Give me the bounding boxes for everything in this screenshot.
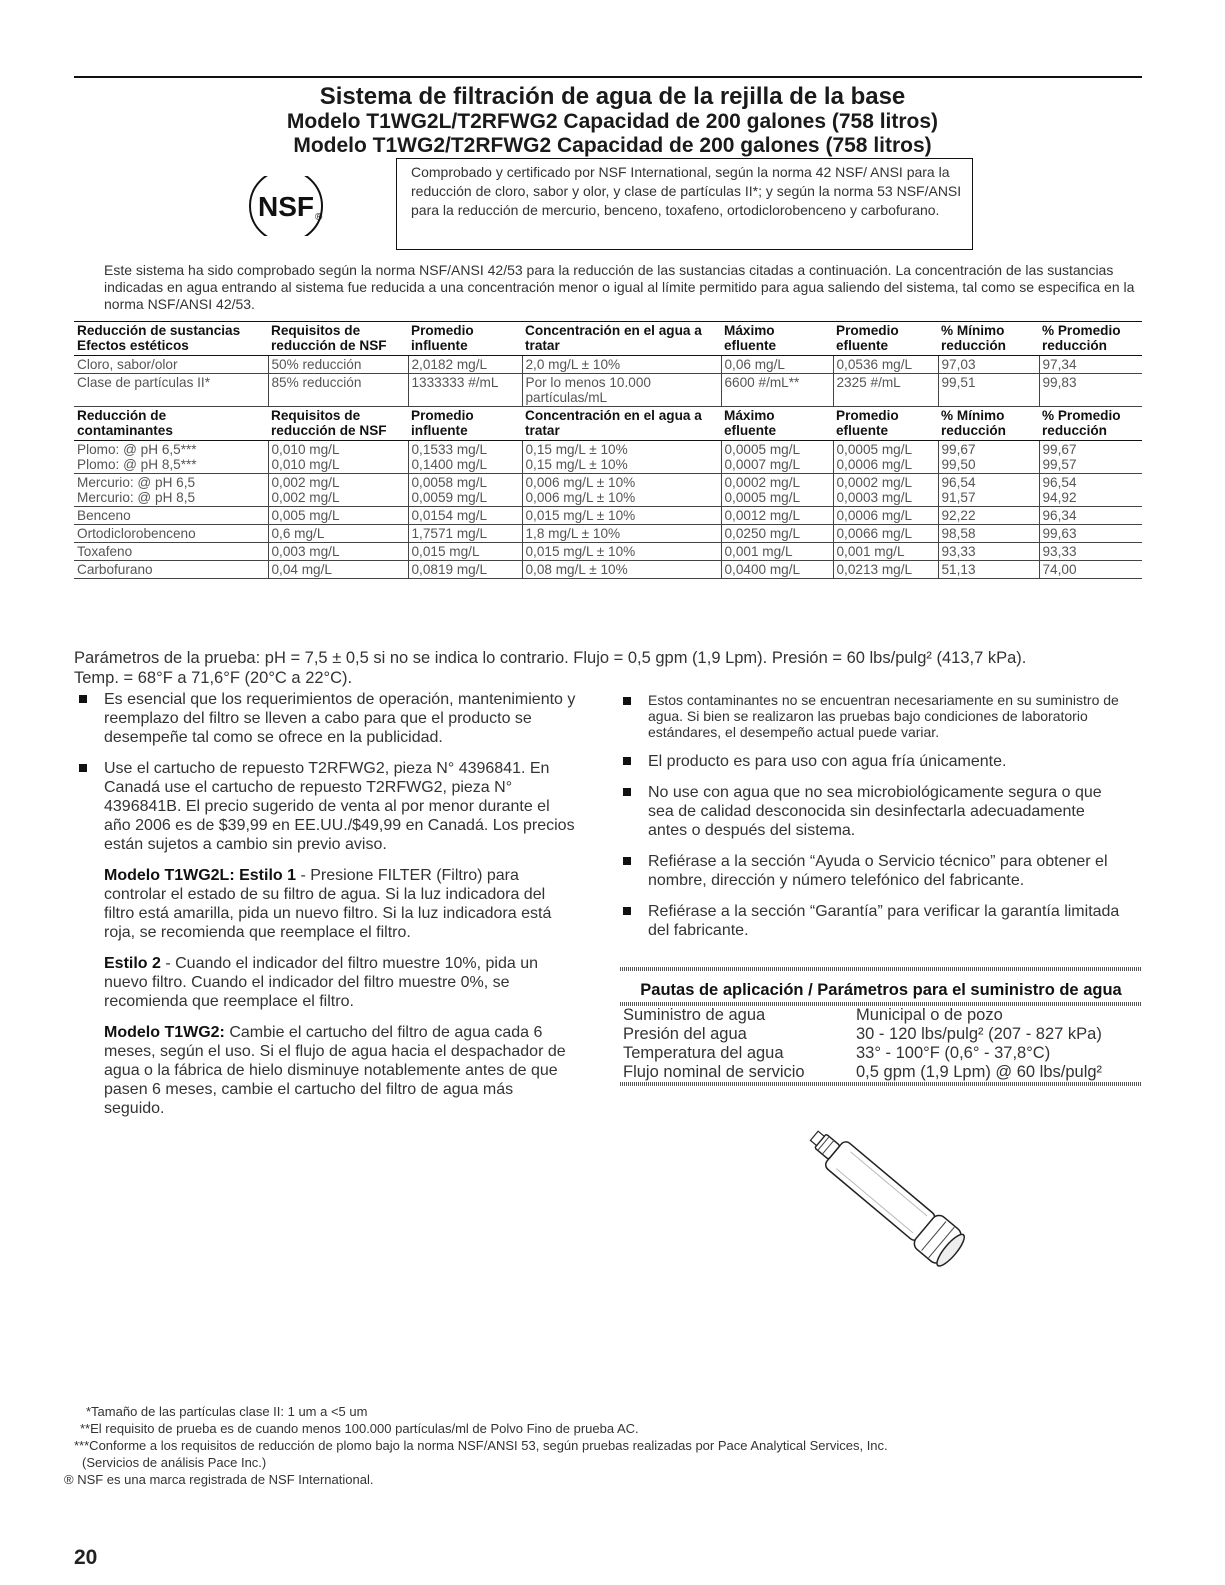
nsf-logo-icon bbox=[232, 176, 340, 236]
table-cell: Plomo: @ pH 6,5*** Plomo: @ pH 8,5*** bbox=[74, 441, 268, 474]
table-header-cell: % Mínimo reducción bbox=[938, 322, 1039, 356]
table-header-cell: % Mínimo reducción bbox=[938, 407, 1039, 441]
bullet-item: Use el cartucho de repuesto T2RFWG2, pieza N° 4396841. En Canadá use el cartucho de repuesto T2RFWG2, pieza N° 4396841B. El precio sugerido de venta al por menor durante el año 2006 es de $39,99 en EE.UU./$49,99 en Canadá. Los precios están sujetos a cambio sin previo aviso. bbox=[76, 759, 576, 854]
table-cell: 1,8 mg/L ± 10% bbox=[522, 525, 721, 543]
table-header-cell: Promedio influente bbox=[408, 322, 522, 356]
table-cell: 96,34 bbox=[1039, 507, 1142, 525]
top-rule bbox=[74, 76, 1142, 78]
hatch-divider bbox=[620, 967, 1142, 971]
footnote-4: ® NSF es una marca registrada de NSF International. bbox=[64, 1472, 374, 1487]
bullet-square-icon bbox=[79, 764, 87, 772]
table-cell: 0,006 mg/L ± 10% 0,006 mg/L ± 10% bbox=[522, 474, 721, 507]
table-header-contaminants bbox=[74, 407, 1142, 441]
table-cell: 99,67 99,50 bbox=[938, 441, 1039, 474]
model-t1wg2-paragraph: Modelo T1WG2: Cambie el cartucho del filtro de agua cada 6 meses, según el uso. Si el flujo de agua hacia el despachador de agua o la fábrica de hielo disminuye notablemente antes de que pasen 6 meses, cambie el cartucho del filtro de agua más seguido. bbox=[104, 1024, 566, 1117]
table-cell: 97,34 bbox=[1039, 356, 1142, 374]
table-header-cell: Promedio efluente bbox=[833, 407, 938, 441]
table-cell: 0,0058 mg/L 0,0059 mg/L bbox=[408, 474, 522, 507]
table-cell: 0,0002 mg/L 0,0003 mg/L bbox=[833, 474, 938, 507]
application-row bbox=[620, 1006, 1142, 1025]
table-header-cell: Reducción de contaminantes bbox=[74, 407, 268, 441]
table-cell: Mercurio: @ pH 6,5 Mercurio: @ pH 8,5 bbox=[74, 474, 268, 507]
table-cell: 0,005 mg/L bbox=[268, 507, 408, 525]
table-header-cell: Concentración en el agua a tratar bbox=[522, 407, 721, 441]
bullet-item: Refiérase a la sección “Garantía” para verificar la garantía limitada del fabricante. bbox=[620, 902, 1125, 940]
table-cell: 0,001 mg/L bbox=[833, 543, 938, 561]
table-cell: 0,0400 mg/L bbox=[721, 561, 833, 579]
table-cell: 0,06 mg/L bbox=[721, 356, 833, 374]
table-row bbox=[74, 474, 1142, 507]
table-cell: Carbofurano bbox=[74, 561, 268, 579]
table-cell: 98,58 bbox=[938, 525, 1039, 543]
table-row bbox=[74, 507, 1142, 525]
table-cell: 0,1533 mg/L 0,1400 mg/L bbox=[408, 441, 522, 474]
table-header-cell: % Promedio reducción bbox=[1039, 407, 1142, 441]
table-cell: 93,33 bbox=[1039, 543, 1142, 561]
filter-cartridge-icon bbox=[790, 1118, 990, 1278]
table-cell: 51,13 bbox=[938, 561, 1039, 579]
table-cell: 0,0005 mg/L 0,0007 mg/L bbox=[721, 441, 833, 474]
test-parameters-line2: Temp. = 68°F a 71,6°F (20°C a 22°C). bbox=[74, 669, 353, 687]
table-cell: 6600 #/mL** bbox=[721, 374, 833, 407]
table-cell: 0,015 mg/L ± 10% bbox=[522, 507, 721, 525]
table-cell: Ortodiclorobenceno bbox=[74, 525, 268, 543]
bullet-item: Es esencial que los requerimientos de operación, mantenimiento y reemplazo del filtro se lleven a cabo para que el producto se desempeñe tal como se ofrece en la publicidad. bbox=[76, 690, 576, 747]
table-row bbox=[74, 356, 1142, 374]
application-param-value: Municipal o de pozo bbox=[856, 1006, 1003, 1024]
bullet-item: Estos contaminantes no se encuentran necesariamente en su suministro de agua. Si bien se realizaron las pruebas bajo condiciones de laboratorio estándares, el desempeño actual puede variar. bbox=[620, 692, 1125, 740]
application-row bbox=[620, 1025, 1142, 1044]
application-param-label: Temperatura del agua bbox=[623, 1044, 784, 1062]
bullet-item: Refiérase a la sección “Ayuda o Servicio técnico” para obtener el nombre, dirección y número telefónico del fabricante. bbox=[620, 852, 1125, 890]
page-title: Sistema de filtración de agua de la rejilla de la base bbox=[319, 83, 906, 110]
table-header-cell: Requisitos de reducción de NSF bbox=[268, 322, 408, 356]
bullet-square-icon bbox=[623, 757, 631, 765]
footnotes bbox=[64, 1403, 1144, 1488]
table-cell: 74,00 bbox=[1039, 561, 1142, 579]
table-cell: 99,51 bbox=[938, 374, 1039, 407]
table-cell: 0,015 mg/L ± 10% bbox=[522, 543, 721, 561]
table-header-cell: Máximo efluente bbox=[721, 407, 833, 441]
table-header-cell: Máximo efluente bbox=[721, 322, 833, 356]
table-cell: 97,03 bbox=[938, 356, 1039, 374]
table-cell: 2,0182 mg/L bbox=[408, 356, 522, 374]
table-cell: 96,54 94,92 bbox=[1039, 474, 1142, 507]
table-cell: 0,015 mg/L bbox=[408, 543, 522, 561]
table-cell: 0,0006 mg/L bbox=[833, 507, 938, 525]
table-cell: 1,7571 mg/L bbox=[408, 525, 522, 543]
table-row bbox=[74, 374, 1142, 407]
table-header-cell: Reducción de sustancias Efectos estéticos bbox=[74, 322, 268, 356]
table-cell: 0,0005 mg/L 0,0006 mg/L bbox=[833, 441, 938, 474]
table-row bbox=[74, 561, 1142, 579]
table-header-cell: % Promedio reducción bbox=[1039, 322, 1142, 356]
table-cell: Cloro, sabor/olor bbox=[74, 356, 268, 374]
test-parameters-line1: Parámetros de la prueba: pH = 7,5 ± 0,5 si no se indica lo contrario. Flujo = 0,5 gpm (1,9 Lpm). Presión = 60 lbs/pulg² (413,7 kPa). bbox=[74, 649, 1027, 667]
table-cell: 0,001 mg/L bbox=[721, 543, 833, 561]
bullet-square-icon bbox=[79, 695, 87, 703]
table-cell: 85% reducción bbox=[268, 374, 408, 407]
table-cell: 1333333 #/mL bbox=[408, 374, 522, 407]
table-cell: Por lo menos 10.000 partículas/mL bbox=[522, 374, 721, 407]
table-cell: 0,08 mg/L ± 10% bbox=[522, 561, 721, 579]
table-cell: Benceno bbox=[74, 507, 268, 525]
bullet-item: No use con agua que no sea microbiológicamente segura o que sea de calidad desconocida sin desinfectarla adecuadamente antes o después del sistema. bbox=[620, 783, 1125, 840]
footnote-1: *Tamaño de las partículas clase II: 1 um a <5 um bbox=[86, 1404, 368, 1419]
bullet-square-icon bbox=[623, 697, 631, 705]
application-param-value: 33° - 100°F (0,6° - 37,8°C) bbox=[856, 1044, 1051, 1062]
bullet-item: El producto es para uso con agua fría únicamente. bbox=[620, 752, 1125, 771]
table-header-cell: Promedio efluente bbox=[833, 322, 938, 356]
application-param-label: Presión del agua bbox=[623, 1025, 747, 1043]
title-block bbox=[0, 84, 1225, 158]
table-cell: 99,63 bbox=[1039, 525, 1142, 543]
table-cell: 99,83 bbox=[1039, 374, 1142, 407]
table-cell: 0,0066 mg/L bbox=[833, 525, 938, 543]
table-cell: 0,15 mg/L ± 10% 0,15 mg/L ± 10% bbox=[522, 441, 721, 474]
table-cell: 2325 #/mL bbox=[833, 374, 938, 407]
test-parameters bbox=[74, 648, 1144, 688]
table-cell: 2,0 mg/L ± 10% bbox=[522, 356, 721, 374]
table-header-cell: Promedio influente bbox=[408, 407, 522, 441]
hatch-divider bbox=[620, 1082, 1142, 1086]
application-guidelines bbox=[620, 967, 1142, 1086]
table-cell: 0,0250 mg/L bbox=[721, 525, 833, 543]
bullet-square-icon bbox=[623, 907, 631, 915]
footnote-3: ***Conforme a los requisitos de reducción de plomo bajo la norma NSF/ANSI 53, según pruebas realizadas por Pace Analytical Services, Inc. bbox=[74, 1438, 888, 1453]
style1-paragraph: Modelo T1WG2L: Estilo 1 - Presione FILTER (Filtro) para controlar el estado de su filtro de agua. Si la luz indicadora del filtro está amarilla, pida un nuevo filtro. Si la luz indicadora está roja, se recomienda que reemplace el filtro. bbox=[104, 867, 552, 941]
table-row bbox=[74, 441, 1142, 474]
application-param-label: Suministro de agua bbox=[623, 1006, 766, 1024]
style2-paragraph: Estilo 2 - Cuando el indicador del filtro muestre 10%, pida un nuevo filtro. Cuando el indicador del filtro muestre 0%, se recomienda que reemplace el filtro. bbox=[104, 955, 539, 1010]
table-cell: Clase de partículas II* bbox=[74, 374, 268, 407]
application-title: Pautas de aplicación / Parámetros para el suministro de agua bbox=[640, 981, 1122, 999]
table-cell: 93,33 bbox=[938, 543, 1039, 561]
table-cell: Toxafeno bbox=[74, 543, 268, 561]
table-cell: 0,0536 mg/L bbox=[833, 356, 938, 374]
bullet-square-icon bbox=[623, 788, 631, 796]
table-cell: 0,010 mg/L 0,010 mg/L bbox=[268, 441, 408, 474]
application-row bbox=[620, 1063, 1142, 1082]
right-column bbox=[620, 692, 1125, 952]
table-row bbox=[74, 525, 1142, 543]
table-cell: 0,04 mg/L bbox=[268, 561, 408, 579]
table-header-aesthetic bbox=[74, 322, 1142, 356]
table-cell: 0,0154 mg/L bbox=[408, 507, 522, 525]
footnote-3b: (Servicios de análisis Pace Inc.) bbox=[82, 1455, 267, 1470]
table-cell: 0,003 mg/L bbox=[268, 543, 408, 561]
bullet-square-icon bbox=[623, 857, 631, 865]
application-param-value: 0,5 gpm (1,9 Lpm) @ 60 lbs/pulg² bbox=[856, 1063, 1103, 1081]
table-cell: 0,0002 mg/L 0,0005 mg/L bbox=[721, 474, 833, 507]
application-row bbox=[620, 1044, 1142, 1063]
table-cell: 0,0213 mg/L bbox=[833, 561, 938, 579]
left-column bbox=[76, 690, 576, 1130]
table-cell: 99,67 99,57 bbox=[1039, 441, 1142, 474]
table-cell: 0,0819 mg/L bbox=[408, 561, 522, 579]
table-cell: 0,002 mg/L 0,002 mg/L bbox=[268, 474, 408, 507]
page-number: 20 bbox=[74, 1546, 98, 1569]
table-header-cell: Requisitos de reducción de NSF bbox=[268, 407, 408, 441]
certification-box: Comprobado y certificado por NSF International, según la norma 42 NSF/ ANSI para la reducción de cloro, sabor y olor, y clase de partículas II*; y según la norma 53 NSF/ANSI para la reducción de mercurio, benceno, toxafeno, ortodiclorobenceno y carbofurano. bbox=[396, 158, 973, 250]
table-cell: 96,54 91,57 bbox=[938, 474, 1039, 507]
nsf-logo-text: NSF bbox=[258, 191, 314, 222]
table-header-cell: Concentración en el agua a tratar bbox=[522, 322, 721, 356]
table-cell: 0,6 mg/L bbox=[268, 525, 408, 543]
table-cell: 92,22 bbox=[938, 507, 1039, 525]
model-title-1: Modelo T1WG2L/T2RFWG2 Capacidad de 200 galones (758 litros) bbox=[286, 110, 939, 133]
application-rows bbox=[620, 1006, 1142, 1082]
footnote-2: **El requisito de prueba es de cuando menos 100.000 partículas/ml de Polvo Fino de prueba AC. bbox=[80, 1421, 639, 1436]
table-cell: 50% reducción bbox=[268, 356, 408, 374]
application-param-label: Flujo nominal de servicio bbox=[623, 1063, 805, 1081]
table-cell: 0,0012 mg/L bbox=[721, 507, 833, 525]
intro-paragraph: Este sistema ha sido comprobado según la norma NSF/ANSI 42/53 para la reducción de las sustancias citadas a continuación. La concentración de las sustancias indicadas en agua entrando al sistema fue reducida a una concentración menor o igual al límite permitido para agua saliendo del sistema, tal como se especifica en la norma NSF/ANSI 42/53. bbox=[104, 262, 1135, 312]
performance-table bbox=[74, 321, 1142, 579]
model-title-2: Modelo T1WG2/T2RFWG2 Capacidad de 200 galones (758 litros) bbox=[293, 134, 932, 157]
svg-text:®: ® bbox=[315, 212, 323, 223]
application-param-value: 30 - 120 lbs/pulg² (207 - 827 kPa) bbox=[856, 1025, 1102, 1043]
table-row bbox=[74, 543, 1142, 561]
